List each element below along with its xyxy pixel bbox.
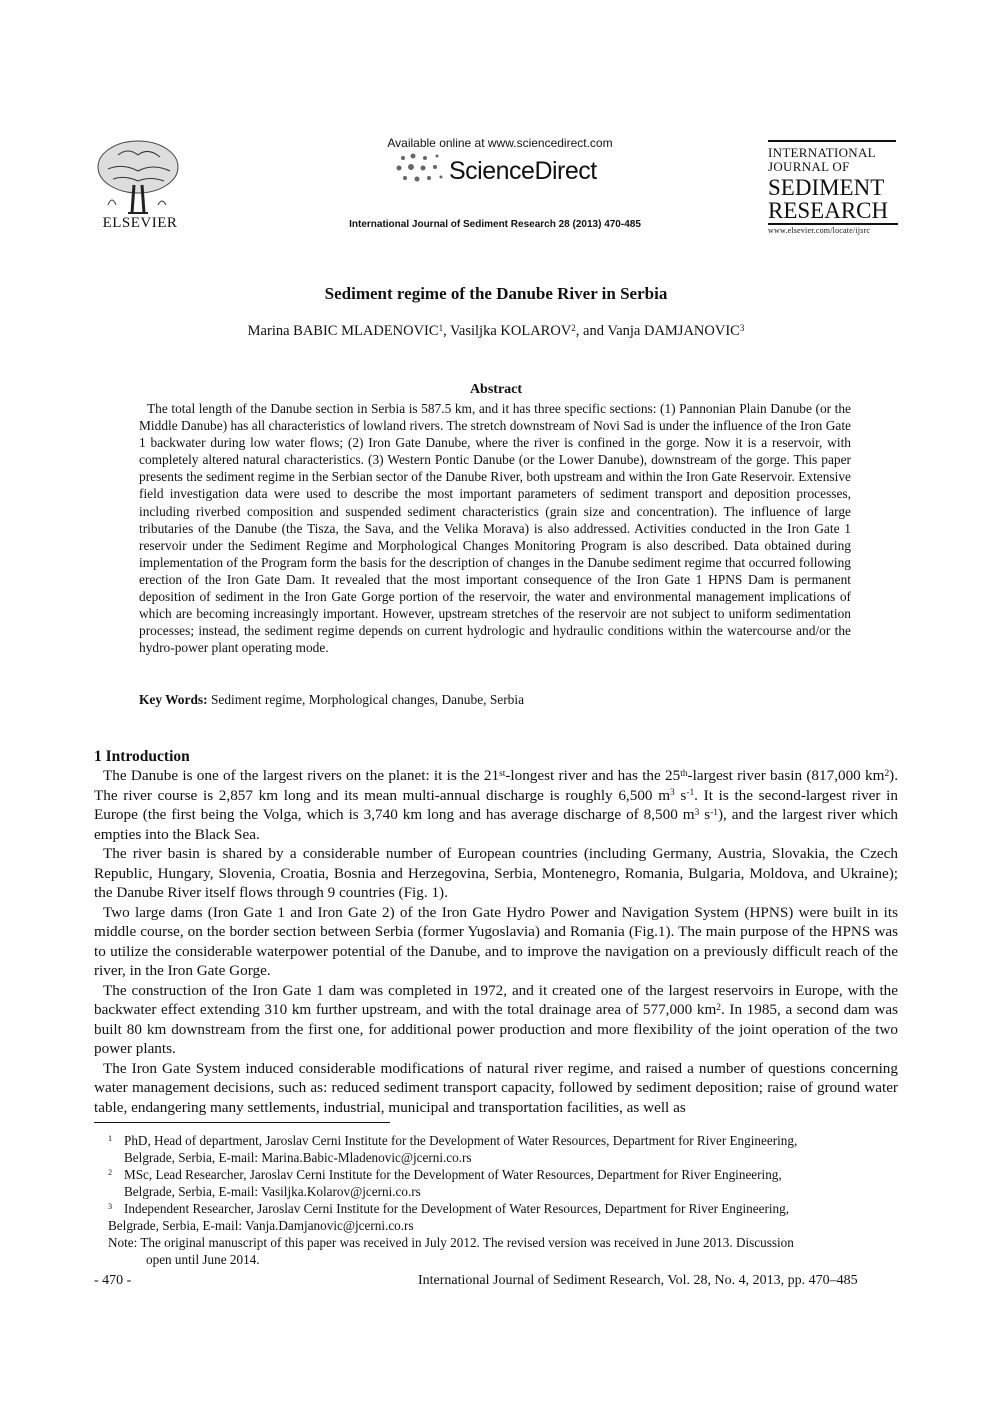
text-run: The Danube is one of the largest rivers on the planet: it is the 21 <box>103 767 500 784</box>
footnote-1-line2: Belgrade, Serbia, E-mail: Marina.Babic-Mladenovic@jcerni.co.rs <box>124 1150 472 1165</box>
author-1-affiliation: 1 <box>438 322 444 333</box>
text-run: . In 1985, a second dam was built 80 km downstream from the first one, for additional power production and more flexibility of the joint operation of the two power plants. <box>94 1001 898 1057</box>
journal-logo-url: www.elsevier.com/locate/ijsrc <box>768 226 871 235</box>
superscript: st <box>499 768 506 779</box>
publisher-logo-text: ELSEVIER <box>102 215 178 231</box>
footnote-2 <box>108 1166 898 1200</box>
superscript: 3 <box>670 788 675 799</box>
text-run: s <box>699 806 711 823</box>
superscript: 2 <box>716 1002 721 1013</box>
author-2: , Vasiljka KOLAROV <box>443 323 572 339</box>
sciencedirect-wordmark: ScienceDirect <box>449 157 597 185</box>
intro-paragraph-2: The river basin is shared by a considerable number of European countries (including Germany, Austria, Slovakia, the Czech Republic, Hungary, Slovenia, Croatia, Bosnia and Herzegovina, Serbia, Montenegro, Romania, Bulgaria, Moldova, and Ukraine); the Danube River itself flows through 9 countries (Fig. 1). <box>94 845 898 901</box>
superscript: -1 <box>710 807 718 818</box>
keywords <box>139 692 851 708</box>
journal-logo-line2: JOURNAL OF <box>768 159 850 174</box>
text-run: . It is the second-largest river in Europe (the first being the Volga, which is 3,740 km long and has average discharge of 8,500 m <box>94 786 898 823</box>
intro-paragraph-4 <box>94 981 898 1059</box>
journal-logo-line1: INTERNATIONAL <box>768 145 876 160</box>
journal-logo-line3: SEDIMENT <box>768 175 885 200</box>
sciencedirect-dots-icon <box>395 152 450 187</box>
text-run: -largest river basin (817,000 km <box>687 767 885 784</box>
journal-logo <box>768 140 898 236</box>
abstract-body <box>139 400 851 656</box>
footnote-1-line1: PhD, Head of department, Jaroslav Cerni Institute for the Development of Water Resources, Department for River Engineering, <box>124 1133 798 1148</box>
superscript: 2 <box>884 768 890 779</box>
footnote-2-line2: Belgrade, Serbia, E-mail: Vasiljka.Kolarov@jcerni.co.rs <box>124 1184 421 1199</box>
intro-paragraph-3: Two large dams (Iron Gate 1 and Iron Gate 2) of the Iron Gate Hydro Power and Navigation System (HPNS) were built in its middle course, on the border section between Serbia (former Yugoslavia) and Romania (Fig.1). The main purpose of the HPNS was to utilize the considerable waterpower potential of the Danube, and to improve the navigation on a previously difficult reach of the river, in the Iron Gate Gorge. <box>94 903 898 979</box>
section-heading-introduction: 1 Introduction <box>94 748 190 765</box>
author-3-affiliation: 3 <box>739 322 745 333</box>
text-run: s <box>674 786 687 804</box>
manuscript-note-line2: open until June 2014. <box>146 1252 260 1267</box>
footnote-2-label: 2 <box>108 1168 113 1178</box>
footnote-3-line2: Belgrade, Serbia, E-mail: Vanja.Damjanovic@jcerni.co.rs <box>108 1218 414 1233</box>
text-run: -longest river and has the 25 <box>505 767 681 784</box>
superscript: -1 <box>686 788 695 799</box>
footnote-3-line1: Independent Researcher, Jaroslav Cerni Institute for the Development of Water Resources, Department for River Engineering, <box>124 1201 790 1216</box>
footnote-1-label: 1 <box>108 1134 113 1144</box>
footnote-2-line1: MSc, Lead Researcher, Jaroslav Cerni Institute for the Development of Water Resources, Department for River Engineering, <box>124 1167 782 1182</box>
manuscript-note-line1: Note: The original manuscript of this paper was received in July 2012. The revised version was received in June 2013. Discussion <box>108 1235 794 1250</box>
text-run: The construction of the Iron Gate 1 dam was completed in 1972, and it created one of the largest reservoirs in Europe, with the backwater effect extending 310 km further upstream, and with the total drainage area of 577,000 km <box>94 981 898 1018</box>
footnotes <box>108 1132 898 1268</box>
page-number: - 470 - <box>94 1273 132 1288</box>
manuscript-note <box>108 1234 898 1268</box>
text-run: ). The river course is 2,857 km long and its mean multi-annual discharge is roughly 6,500 m <box>94 767 899 804</box>
journal-logo-line4: RESEARCH <box>768 199 898 225</box>
journal-citation: International Journal of Sediment Research 28 (2013) 470-485 <box>349 219 641 230</box>
journal-logo-rule <box>768 140 896 142</box>
author-1: Marina BABIC MLADENOVIC <box>247 323 439 339</box>
superscript: 3 <box>694 807 700 818</box>
footnote-1 <box>108 1132 898 1166</box>
author-3: , and Vanja DAMJANOVIC <box>575 323 740 339</box>
keywords-label: Key Words: <box>139 692 208 707</box>
intro-paragraph-5: The Iron Gate System induced considerable modifications of natural river regime, and raised a number of questions concerning water management decisions, such as: reduced sediment transport capacity, followed by sediment deposition; raise of ground water table, endangering many settlements, industrial, municipal and transportation facilities, as well as <box>94 1059 898 1116</box>
superscript: th <box>680 768 688 779</box>
footer-journal-reference: International Journal of Sediment Research, Vol. 28, No. 4, 2013, pp. 470–485 <box>418 1273 858 1288</box>
author-2-affiliation: 2 <box>571 322 576 333</box>
paper-title: Sediment regime of the Danube River in Serbia <box>324 284 668 303</box>
footnote-3-label: 3 <box>108 1202 113 1212</box>
author-list <box>0 323 992 340</box>
introduction-body <box>94 766 898 1117</box>
footnote-3 <box>108 1200 898 1234</box>
footnote-separator <box>94 1122 390 1123</box>
keywords-value: Sediment regime, Morphological changes, Danube, Serbia <box>210 692 525 707</box>
text-run: ), and the largest river which empties into the Black Sea. <box>94 806 898 843</box>
abstract-text: The total length of the Danube section in Serbia is 587.5 km, and it has three specific sections: (1) Pannonian Plain Danube (or the Middle Danube) has all characteristics of lowland rivers. The stretch downstream of Novi Sad is under the influence of the Iron Gate 1 backwater during low water flows; (2) Iron Gate Danube, where the river is confined in the gorge. Now it is a reservoir, with completely altered natural characteristics. (3) Western Pontic Danube (or the Lower Danube), downstream of the gorge. This paper presents the sediment regime in the Serbian sector of the Danube River, both upstream and within the Iron Gate Reservoir. Extensive field investigation data were used to describe the most important parameters of sediment transport and deposition processes, including riverbed composition and suspended sediment characteristics (grain size and concentration). The influence of large tributaries of the Danube (the Tisza, the Sava, and the Velika Morava) is also addressed. Activities conducted in the Iron Gate 1 reservoir under the Sediment Regime and Morphological Changes Monitoring Program is also described. Data obtained during implementation of the Program form the basis for the description of changes in the Danube sediment regime that occurred following erection of the Iron Gate Dam. It revealed that the most important consequence of the Iron Gate 1 HPNS Dam is permanent deposition of sediment in the Iron Gate Gorge portion of the reservoir, the water and environmental management implications of which are becoming increasingly important. However, upstream stretches of the reservoir are not subject to uniform sedimentation processes; instead, the sediment regime depends on current hydrologic and hydraulic conditions within the watercourse and/or the hydro-power plant operating mode. <box>139 401 851 656</box>
abstract-heading: Abstract <box>469 382 523 397</box>
available-online-text: Available online at www.sciencedirect.com <box>387 136 613 150</box>
intro-paragraph-1 <box>94 766 898 844</box>
